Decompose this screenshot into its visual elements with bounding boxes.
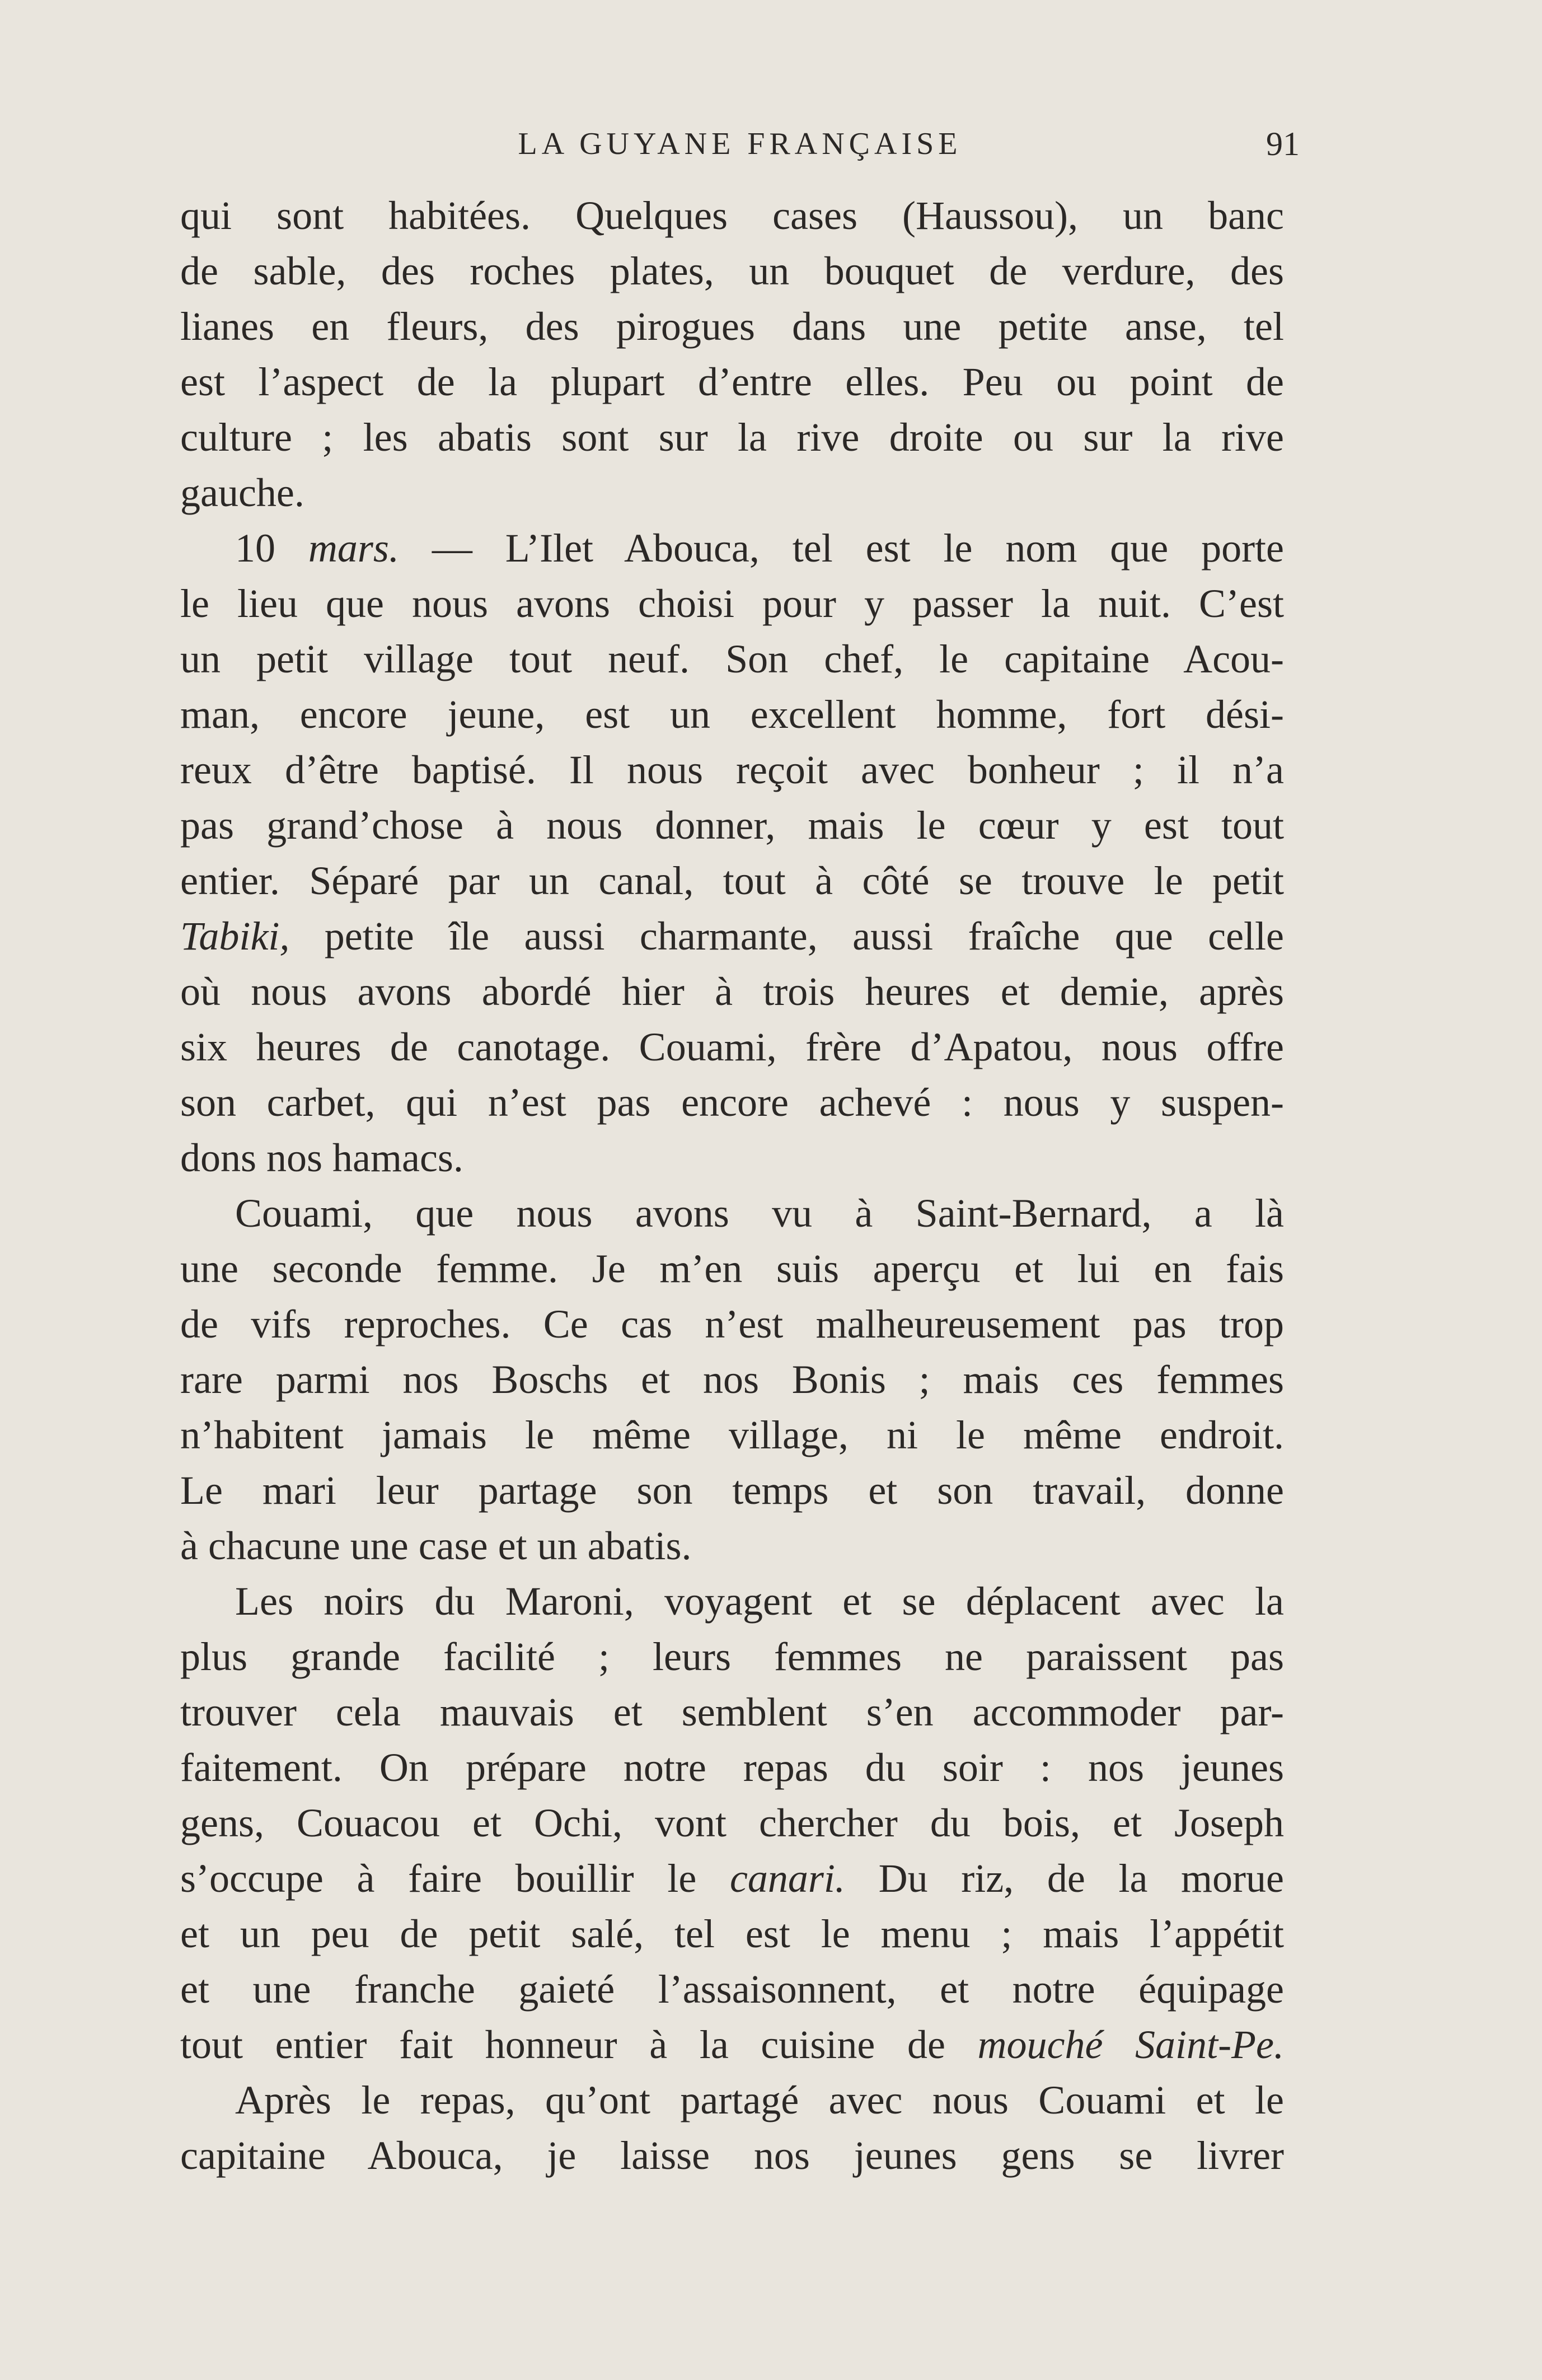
text-line: entier. Séparé par un canal, tout à côté se trouve le petit (180, 858, 1284, 903)
text-line: le lieu que nous avons choisi pour y passer la nuit. C’est (180, 581, 1284, 626)
text-line (180, 1851, 1284, 1906)
text-line: Couami, que nous avons vu à Saint-Bernard, a là (235, 1191, 1284, 1236)
line-text: tout entier fait honneur à la cuisine de (180, 2022, 978, 2067)
island-name: Tabiki, (180, 914, 290, 958)
text-line: gens, Couacou et Ochi, vont chercher du bois, et Joseph (180, 1801, 1284, 1845)
text-line: culture ; les abatis sont sur la rive droite ou sur la rive (180, 415, 1284, 460)
page-number: 91 (1266, 125, 1300, 162)
text-line: rare parmi nos Boschs et nos Bonis ; mais ces femmes (180, 1357, 1284, 1402)
paragraph (180, 2073, 1284, 2183)
text-line: à chacune une case et un abatis. (180, 1523, 692, 1568)
line-text: petite île aussi charmante, aussi fraîche que celle (289, 914, 1284, 958)
text-line: un petit village tout neuf. Son chef, le capitaine Acou- (180, 637, 1284, 681)
text-line: et un peu de petit salé, tel est le menu ; mais l’appétit (180, 1911, 1284, 1956)
text-line: est l’aspect de la plupart d’entre elles. Peu ou point de (180, 359, 1284, 404)
text-line: de vifs reproches. Ce cas n’est malheureusement pas trop (180, 1302, 1284, 1346)
italic-term: canari. (729, 1856, 845, 1901)
page-header (180, 119, 1300, 169)
text-line: reux d’être baptisé. Il nous reçoit avec bonheur ; il n’a (180, 747, 1284, 792)
text-line: capitaine Abouca, je laisse nos jeunes gens se livrer (180, 2133, 1284, 2178)
text-line: Le mari leur partage son temps et son travail, donne (180, 1468, 1284, 1513)
text-line: de sable, des roches plates, un bouquet de verdure, des (180, 249, 1284, 293)
line-text: s’occupe à faire bouillir le (180, 1856, 730, 1901)
text-line (180, 2017, 1284, 2073)
text-line: lianes en fleurs, des pirogues dans une petite anse, tel (180, 304, 1284, 349)
text-line: man, encore jeune, est un excellent homme, fort dési- (180, 692, 1284, 737)
text-line (180, 521, 1284, 576)
text-line: qui sont habitées. Quelques cases (Haussou), un banc (180, 193, 1284, 238)
paragraph (180, 521, 1284, 1186)
running-title: LA GUYANE FRANÇAISE (518, 127, 962, 161)
text-line: pas grand’chose à nous donner, mais le cœur y est tout (180, 803, 1284, 848)
text-line: six heures de canotage. Couami, frère d’Apatou, nous offre (180, 1025, 1284, 1069)
body-text (180, 188, 1284, 2183)
text-line: n’habitent jamais le même village, ni le même endroit. (180, 1413, 1284, 1457)
text-line: Les noirs du Maroni, voyagent et se déplacent avec la (235, 1579, 1284, 1624)
text-line: faitement. On prépare notre repas du soir : nos jeunes (180, 1745, 1284, 1790)
italic-term: mouché Saint-Pe. (977, 2022, 1284, 2067)
text-line: et une franche gaieté l’assaisonnent, et notre équipage (180, 1967, 1284, 2012)
text-line (180, 909, 1284, 964)
paragraph (180, 188, 1284, 521)
text-line: une seconde femme. Je m’en suis aperçu et lui en fais (180, 1246, 1284, 1291)
text-line: dons nos hamacs. (180, 1135, 463, 1180)
line-text: — L’Ilet Abouca, tel est le nom que porte (399, 526, 1284, 571)
text-line: Après le repas, qu’ont partagé avec nous Couami et le (235, 2078, 1284, 2122)
text-line: son carbet, qui n’est pas encore achevé : nous y suspen- (180, 1080, 1284, 1125)
date-month: mars. (308, 526, 399, 571)
text-line: gauche. (180, 470, 304, 515)
text-line: plus grande facilité ; leurs femmes ne paraissent pas (180, 1634, 1284, 1679)
text-line: trouver cela mauvais et semblent s’en accommoder par- (180, 1690, 1284, 1734)
paragraph (180, 1574, 1284, 2073)
paragraph (180, 1186, 1284, 1574)
line-text: Du riz, de la morue (845, 1856, 1284, 1901)
date-number: 10 (235, 526, 308, 571)
text-line: où nous avons abordé hier à trois heures et demie, après (180, 969, 1284, 1014)
